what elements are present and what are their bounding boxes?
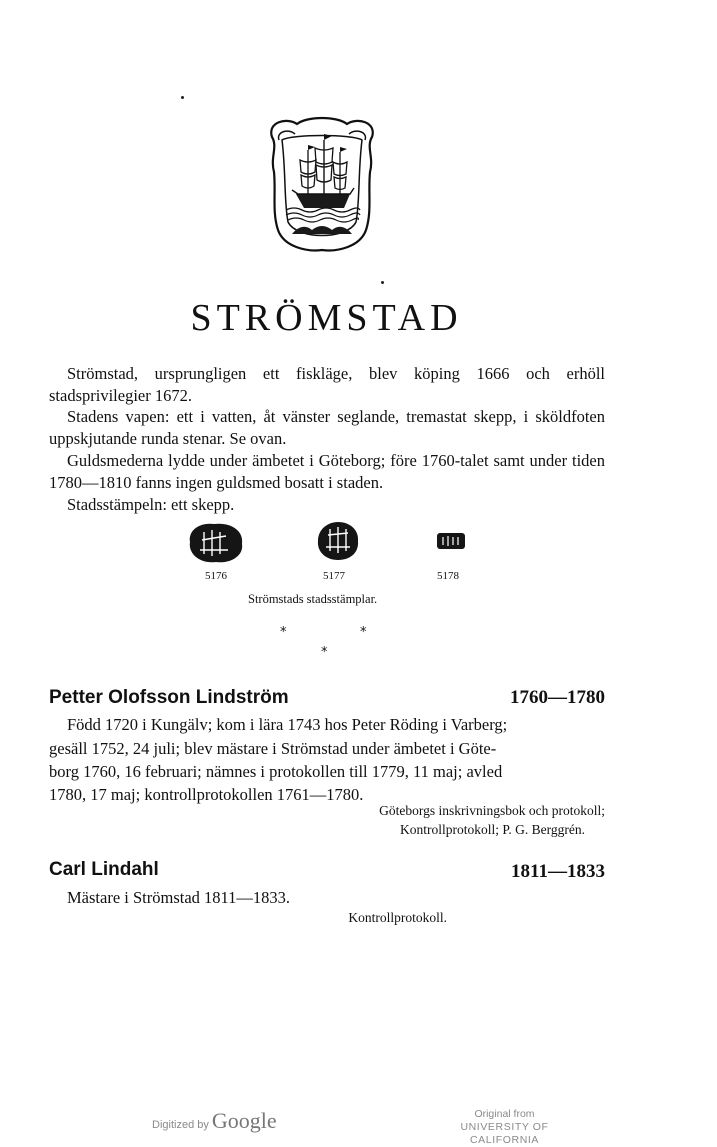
separator-asterisk: *	[360, 625, 367, 640]
entry-text-line: 1780, 17 maj; kontrollprotokollen 1761—1780.	[49, 785, 364, 804]
stamps-caption: Strömstads stadsstämplar.	[248, 592, 378, 606]
digitized-by-google	[152, 1108, 277, 1134]
intro-paragraph-4: Stadsstämpeln: ett skepp.	[67, 495, 235, 514]
page-title: STRÖMSTAD	[190, 297, 463, 339]
entry-text-line: gesäll 1752, 24 juli; blev mästare i Strömstad under ämbetet i Göte-	[49, 739, 497, 758]
stamp-mark-5177	[314, 519, 362, 563]
intro-paragraph-1: Strömstad, ursprungligen ett fiskläge, blev köping 1666 och erhöll stadsprivilegier 1672.	[49, 364, 605, 405]
intro-paragraph-2: Stadens vapen: ett i vatten, åt vänster seglande, tremastat skepp, i sköldfoten uppskjutande runda stenar. Se ovan.	[49, 407, 605, 448]
university-label: UNIVERSITY OF CALIFORNIA	[460, 1121, 549, 1146]
entry-reference: Kontrollprotokoll.	[348, 910, 447, 925]
entry-name: Petter Olofsson Lindström	[49, 687, 289, 708]
original-from-label: Original from	[474, 1108, 535, 1120]
original-source	[432, 1108, 577, 1147]
stamp-mark-5176	[186, 520, 246, 566]
entry-years: 1811—1833	[511, 861, 605, 882]
separator-asterisk: *	[321, 645, 328, 660]
google-wordmark: Google	[211, 1108, 277, 1133]
separator-asterisk: *	[280, 625, 287, 640]
stamp-mark-5178	[436, 531, 466, 551]
intro-paragraph-3: Guldsmederna lydde under ämbetet i Göteborg; före 1760-talet samt under tiden 1780—1810 fanns ingen guldsmed bosatt i staden.	[49, 451, 605, 492]
digitized-prefix: Digitized by	[152, 1119, 209, 1131]
stamp-number: 5178	[437, 570, 459, 582]
entry-reference: Kontrollprotokoll; P. G. Berggrén.	[400, 822, 585, 837]
print-speck	[381, 281, 384, 284]
stamp-number: 5177	[323, 570, 345, 582]
entry-years: 1760—1780	[510, 687, 605, 708]
stamp-number: 5176	[205, 570, 227, 582]
entry-text-line: Mästare i Strömstad 1811—1833.	[67, 888, 291, 907]
print-speck	[181, 96, 184, 99]
coat-of-arms-illustration	[262, 112, 382, 257]
entry-text-line: Född 1720 i Kungälv; kom i lära 1743 hos Peter Röding i Varberg;	[67, 715, 508, 734]
entry-name: Carl Lindahl	[49, 859, 159, 880]
entry-reference: Göteborgs inskrivningsbok och protokoll;	[379, 803, 605, 818]
entry-text-line: borg 1760, 16 februari; nämnes i protokollen till 1779, 11 maj; avled	[49, 762, 503, 781]
